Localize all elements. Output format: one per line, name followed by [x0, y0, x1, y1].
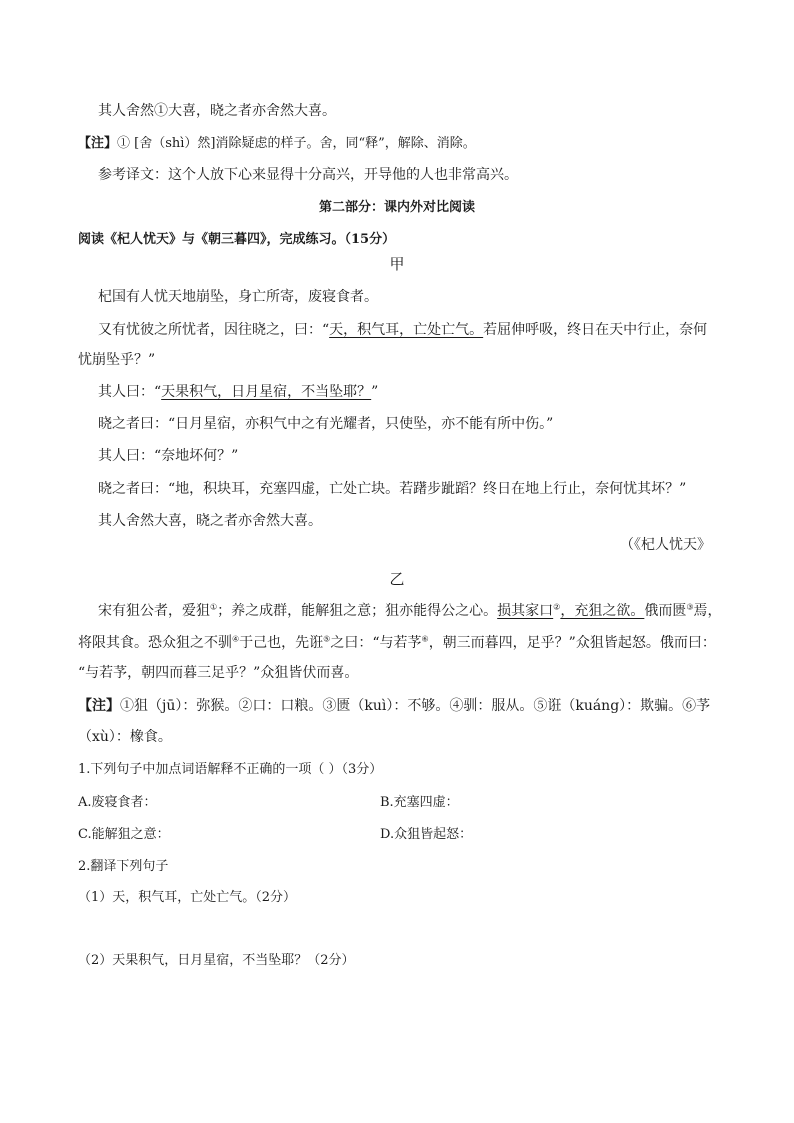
- footnote-marker: ⑤: [323, 634, 331, 644]
- section-instruction: 阅读《杞人忧天》与《朝三暮四》，完成练习。（15分）: [78, 232, 396, 247]
- yi-l1-b: ；养之成群，能解狙之意；狙亦能得公之心。: [217, 603, 498, 619]
- text-yi-title: 乙: [389, 570, 405, 588]
- yi-l1-underlined-1: 损其家口: [497, 603, 554, 619]
- footnote-marker: ③: [686, 602, 694, 612]
- jia-paragraph-5: 其人曰：“奈地坏何？”: [98, 448, 239, 464]
- yi-line-3: “与若芧，朝四而暮三足乎？”众狙皆伏而喜。: [78, 665, 359, 681]
- yi-note-line-1: [78, 696, 710, 716]
- yi-note-text: ①狙（jū）：弥猴。②口：口粮。③匮（kuì）：不够。④驯：服从。⑤诳（kuáng）：欺骗。⑥芧: [120, 698, 711, 714]
- yi-note-label: 【注】: [78, 698, 120, 714]
- jia-source: （《杞人忧天》: [620, 537, 711, 553]
- yi-l2-b: 于己也，先诳: [239, 635, 324, 651]
- note-text: ① [舍（shì）然]消除疑虑的样子。舍，同“释”，解除、消除。: [117, 136, 476, 151]
- jia-paragraph-2-cont: 忧崩坠乎？”: [78, 352, 156, 368]
- question-2-item-2: （2）天果积气，日月星宿，不当坠耶？（2分）: [78, 953, 355, 968]
- yi-line-1: [98, 601, 722, 621]
- yi-l1-c: 俄而匮: [644, 603, 687, 619]
- question-2-item-1: （1）天，积气耳，亡处亡气。（2分）: [78, 890, 297, 905]
- jia-paragraph-6: 晓之者曰：“地，积块耳，充塞四虚，亡处亡块。若躇步跐蹈？终日在地上行止，奈何忧其坏？”: [98, 481, 687, 497]
- option-c: C.能解狙之意：: [78, 827, 170, 842]
- yi-note-line-2: （xù）：橡食。: [78, 729, 172, 745]
- jia-paragraph-7: 其人舍然大喜，晓之者亦舍然大喜。: [98, 513, 322, 529]
- jia-p2-rest: 若屈伸呼吸，终日在天中行止，奈何: [483, 322, 708, 338]
- option-d: D.众狙皆起怒：: [380, 827, 473, 842]
- yi-l2-a: 将限其食。恐众狙之不驯: [78, 635, 232, 651]
- yi-l1-underlined-2: ，充狙之欲。: [560, 603, 645, 619]
- jia-paragraph-2: [98, 320, 707, 340]
- note-line: [78, 134, 476, 154]
- jia-paragraph-1: 杞国有人忧天地崩坠，身亡所寄，废寝食者。: [98, 289, 378, 305]
- footnote-marker: ⑥: [421, 634, 429, 644]
- jia-p3-close: ”: [371, 384, 379, 400]
- section-heading: 第二部分：课内外对比阅读: [318, 200, 475, 215]
- yi-l2-d: ，朝三而暮四，足乎？”众狙皆起怒。俄而曰：: [428, 635, 716, 651]
- yi-l1-a: 宋有狙公者，爱狙: [98, 603, 210, 619]
- yi-line-2: [78, 633, 716, 653]
- option-a: A.废寝食者：: [78, 795, 157, 810]
- jia-p3-underlined: 天果积气，日月星宿，不当坠耶？: [161, 384, 372, 400]
- footnote-marker: ②: [553, 602, 561, 612]
- previous-sentence: 其人舍然①大喜，晓之者亦舍然大喜。: [98, 103, 336, 119]
- yi-l2-c: 之曰：“与若芧: [330, 635, 422, 651]
- question-2: 2.翻译下列句子: [78, 859, 169, 874]
- jia-p3-text: 其人曰：“: [98, 384, 162, 400]
- jia-p2-text: 又有忧彼之所忧者，因往晓之，曰：“: [98, 322, 330, 338]
- option-b: B.充塞四虚：: [380, 795, 459, 810]
- jia-paragraph-3: [98, 382, 378, 402]
- jia-p2-underlined: 天，积气耳，亡处亡气。: [329, 322, 484, 338]
- note-label: 【注】: [78, 136, 118, 151]
- question-1: 1.下列句子中加点词语解释不正确的一项（ ）（3分）: [78, 762, 383, 777]
- yi-l1-d: 焉，: [693, 603, 722, 619]
- text-jia-title: 甲: [389, 255, 405, 273]
- footnote-marker: ④: [232, 634, 240, 644]
- jia-paragraph-4: 晓之者曰：“日月星宿，亦积气中之有光耀者，只使坠，亦不能有所中伤。”: [98, 416, 554, 432]
- footnote-marker: ①: [210, 602, 218, 612]
- reference-translation: 参考译文：这个人放下心来显得十分高兴，开导他的人也非常高兴。: [98, 167, 518, 183]
